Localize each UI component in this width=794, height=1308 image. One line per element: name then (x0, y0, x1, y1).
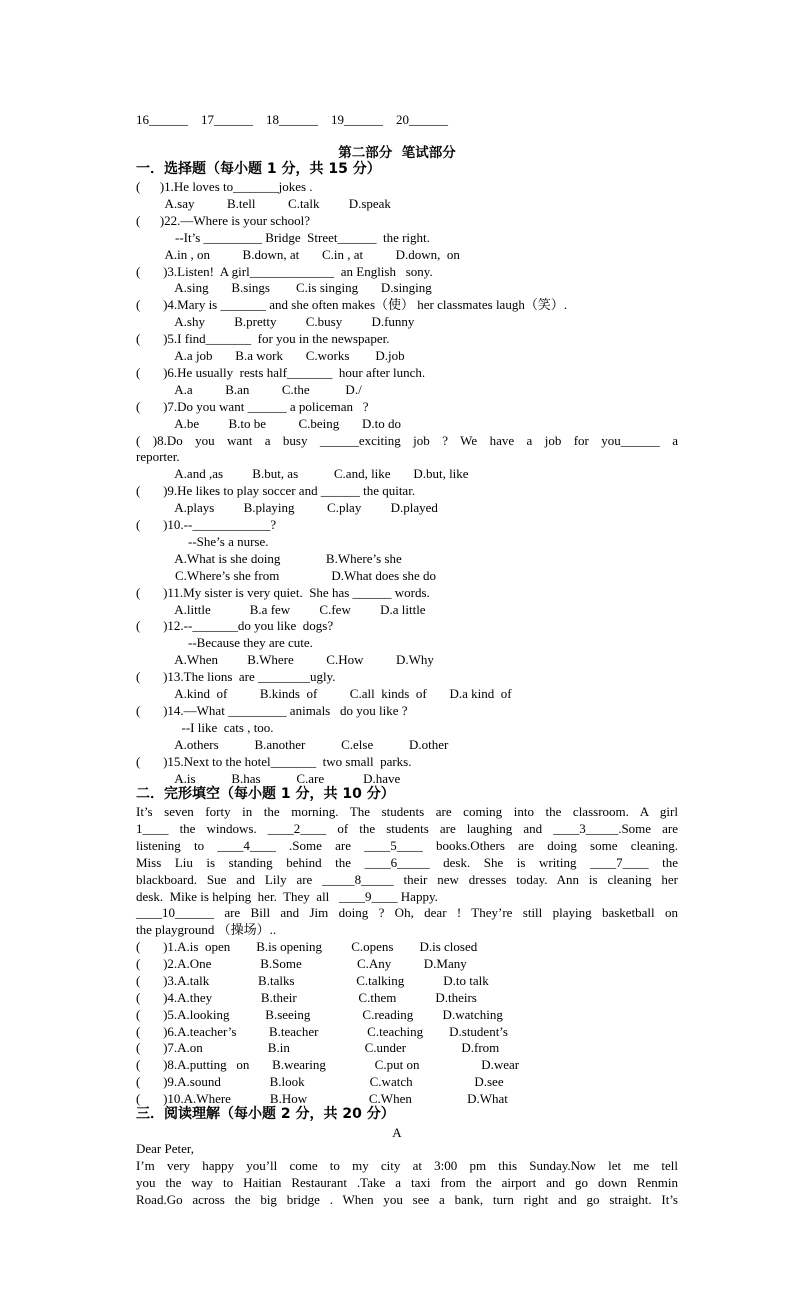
text-line: blackboard. Sue and Lily are _____8_____ their new dresses today. Ann is cleaning her (136, 871, 678, 887)
option-line: ( )6.A.teacher’s B.teacher C.teaching D.student’s (136, 1023, 508, 1039)
text-line: A.When B.Where C.How D.Why (136, 652, 434, 668)
option-line: ( )7.A.on B.in C.under D.from (136, 1040, 500, 1056)
text-line: Dear Peter, (136, 1141, 194, 1156)
text-line: ( )10.--____________? (136, 517, 277, 532)
option-line: ( )2.A.One B.Some C.Any D.Many (136, 955, 467, 971)
text-line: ( )13.The lions are ________ugly. (136, 669, 336, 685)
text-line: ( )22.—Where is your school? (136, 212, 311, 228)
text-line: you the way to Haitian Restaurant .Take a taxi from the airport and go down Renmin (136, 1175, 678, 1190)
section2-heading: 二．完形填空（每小题 1 分，共 10 分） (136, 786, 395, 802)
text-line: I’m very happy you’ll come to my city at 3:00 pm this Sunday.Now let me tell (136, 1158, 678, 1173)
text-line: ( )9.He likes to play soccer and ______ the quitar. (136, 483, 416, 499)
passage-label: A (392, 1125, 402, 1140)
text-line: A.say B.tell C.talk D.speak (136, 195, 391, 211)
text-line: ( )5.I find_______ for you in the newspaper. (136, 331, 390, 347)
text-line: listening to ____4____ .Some are ____5____ books.Others are doing some cleaning. (136, 837, 678, 853)
text-line: --I like cats , too. (136, 719, 274, 735)
text-line: desk. Mike is helping her. They all ____9____ Happy. (136, 888, 438, 904)
text-line: ( )15.Next to the hotel_______ two small parks. (136, 753, 412, 769)
text-line: ( )14.—What _________ animals do you like ? (136, 702, 408, 718)
section1-heading: 一．选择题（每小题 1 分，共 15 分） (136, 161, 381, 177)
option-line: ( )5.A.looking B.seeing C.reading D.watching (136, 1006, 503, 1022)
option-line: ( )3.A.talk B.talks C.talking D.to talk (136, 972, 489, 988)
text-line: A.kind of B.kinds of C.all kinds of D.a kind of (136, 686, 512, 701)
text-line: ( )3.Listen! A girl_____________ an English sony. (136, 263, 433, 279)
text-line: A.others B.another C.else D.other (136, 736, 449, 752)
text-line: --It’s _________ Bridge Street______ the right. (136, 229, 430, 245)
text-line: Road.Go across the big bridge . When you see a bank, turn right and go straight. It’s (136, 1192, 678, 1207)
option-line: ( )10.A.Where B.How C.When D.What (136, 1091, 508, 1107)
text-line: A.and ,as B.but, as C.and, like D.but, like (136, 466, 469, 482)
text-line: A.a job B.a work C.works D.job (136, 348, 405, 363)
text-line: ( )12.--_______do you like dogs? (136, 618, 334, 634)
text-line: A.little B.a few C.few D.a little (136, 601, 426, 617)
option-line: ( )4.A.they B.their C.them D.theirs (136, 989, 477, 1005)
text-line: A.be B.to be C.being D.to do (136, 415, 402, 431)
text-line: --She’s a nurse. (136, 533, 269, 549)
section3-heading: 三．阅读理解（每小题 2 分，共 20 分） (136, 1106, 395, 1122)
text-line: A.is B.has C.are D.have (136, 770, 401, 786)
text-line: ____10______ are Bill and Jim doing ? Oh, dear ! They’re still playing basketball on (136, 905, 678, 921)
text-line: ( )6.He usually rests half_______ hour after lunch. (136, 364, 426, 380)
text-line: ( )7.Do you want ______ a policeman ? (136, 398, 369, 414)
text-line: ( )11.My sister is very quiet. She has ______ words. (136, 584, 430, 600)
option-line: ( )1.A.is open B.is opening C.opens D.is closed (136, 939, 478, 954)
text-line: A.shy B.pretty C.busy D.funny (136, 314, 415, 330)
option-line: ( )8.A.putting on B.wearing C.put on D.wear (136, 1057, 520, 1073)
text-line: A.in , on B.down, at C.in , at D.down, on (136, 246, 460, 262)
text-line: A.What is she doing B.Where’s she (136, 550, 402, 566)
part2-title: 第二部分 笔试部分 (338, 145, 456, 161)
text-line: ( )8.Do you want a busy ______exciting job ? We have a job for you______ a (136, 432, 678, 448)
text-line: 1____ the windows. ____2____ of the students are laughing and ____3_____.Some are (136, 820, 678, 836)
text-line: A.a B.an C.the D./ (136, 381, 362, 397)
text-line: reporter. (136, 449, 180, 465)
option-line: ( )9.A.sound B.look C.watch D.see (136, 1074, 504, 1090)
text-line: C.Where’s she from D.What does she do (136, 567, 437, 583)
text-line: A.sing B.sings C.is singing D.singing (136, 280, 432, 296)
text-line: ( )4.Mary is _______ and she often makes（使） her classmates laugh（笑）. (136, 297, 568, 313)
text-line: Miss Liu is standing behind the ____6_____ desk. She is writing ____7____ the (136, 854, 678, 870)
text-line: A.plays B.playing C.play D.played (136, 500, 438, 516)
text-line: the playground （操场）.. (136, 922, 277, 938)
text-line: --Because they are cute. (136, 635, 313, 651)
text-line: ( )1.He loves to_______jokes . (136, 179, 313, 194)
text-line: It’s seven forty in the morning. The students are coming into the classroom. A girl (136, 804, 678, 819)
answer-blanks-row: 16______ 17______ 18______ 19______ 20______ (136, 112, 448, 127)
